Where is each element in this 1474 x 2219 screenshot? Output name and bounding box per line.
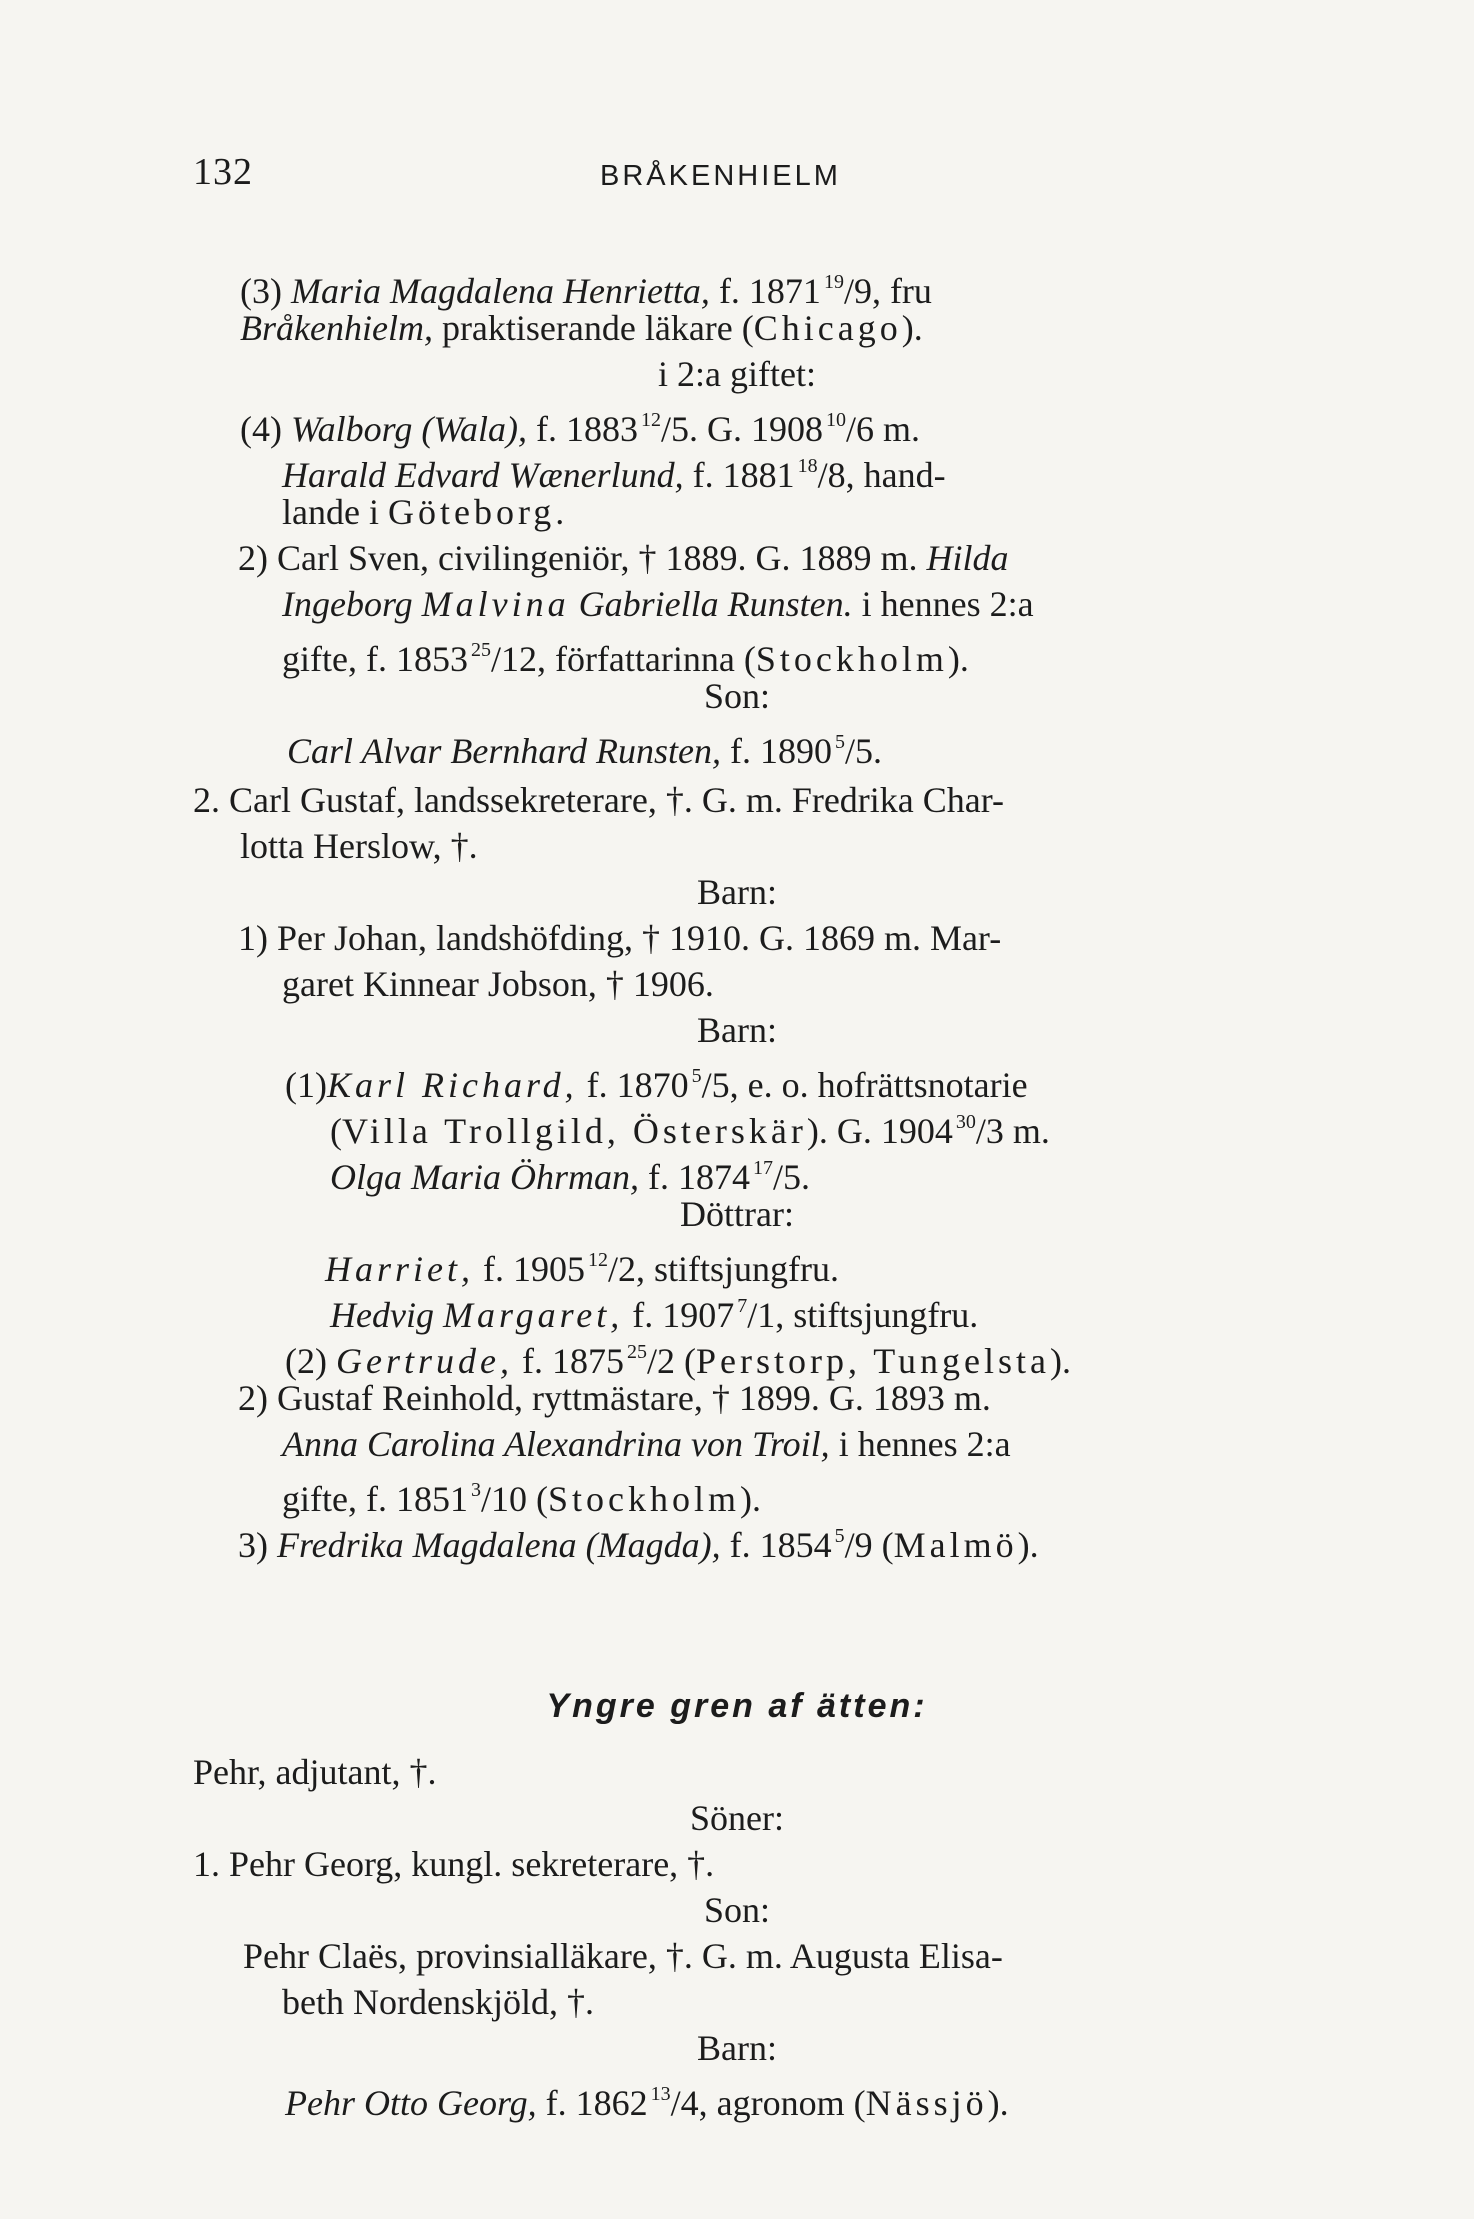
entry-line: 2) Carl Sven, civilingeniör, † 1889. G. 1889 m. Hilda [238,538,1009,578]
entry-line: 3) Fredrika Magdalena (Magda), f. 1854 $^5$/9 (Malmö). [238,1525,1039,1565]
entry-line: (3) Maria Magdalena Henrietta, f. 1871 $^{19}$/9, fru [240,271,932,311]
entry-line: Pehr, adjutant, †. [193,1752,437,1792]
section-label: Barn: [697,872,777,912]
entry-line: lande i Göteborg. [282,492,565,532]
entry-line: lotta Herslow, †. [240,826,478,866]
section-label: i 2:a giftet: [658,354,816,394]
entry-line: beth Nordenskjöld, †. [282,1982,594,2022]
entry-line: Harald Edvard Wænerlund, f. 1881 $^{18}$/8, hand- [282,455,946,495]
section-label: Barn: [697,2028,777,2068]
branch-heading: Yngre gren af ätten: [546,1687,928,1725]
entry-line: 2) Gustaf Reinhold, ryttmästare, † 1899. G. 1893 m. [238,1378,991,1418]
section-label: Son: [703,1890,771,1930]
section-label: Söner: [690,1798,784,1838]
entry-line: Pehr Otto Georg, f. 1862 $^{13}$/4, agronom (Nässjö). [285,2083,1009,2123]
entry-line: gifte, f. 1853 $^{25}$/12, författarinna (Stockholm). [282,639,969,679]
entry-line: 1) Per Johan, landshöfding, † 1910. G. 1869 m. Mar- [238,918,1002,958]
entry-line: Olga Maria Öhrman, f. 1874 $^{17}$/5. [330,1157,811,1197]
running-head: BRÅKENHIELM [600,160,841,192]
entry-line: 1. Pehr Georg, kungl. sekreterare, †. [193,1844,715,1884]
entry-line: (1)Karl Richard, f. 1870 $^5$/5, e. o. hofrättsnotarie [285,1065,1028,1105]
entry-line: (4) Walborg (Wala), f. 1883 $^{12}$/5. G. 1908 $^{10}$/6 m. [240,409,921,449]
entry-line: gifte, f. 1851 $^3$/10 (Stockholm). [282,1479,761,1519]
entry-line: garet Kinnear Jobson, † 1906. [282,964,714,1004]
entry-line: Anna Carolina Alexandrina von Troil, i hennes 2:a [282,1424,1011,1464]
section-label: Son: [703,676,771,716]
entry-line: Bråkenhielm, praktiserande läkare (Chicago). [240,308,923,348]
entry-line: 2. Carl Gustaf, landssekreterare, †. G. m. Fredrika Char- [193,780,1005,820]
section-label: Döttrar: [680,1194,794,1234]
page-number: 132 [193,151,253,193]
entry-line: Ingeborg Malvina Gabriella Runsten. i hennes 2:a [282,584,1034,624]
section-label: Barn: [697,1010,777,1050]
entry-line: (Villa Trollgild, Österskär). G. 1904 $^{30}$/3 m. [330,1111,1050,1151]
entry-line: Harriet, f. 1905 $^{12}$/2, stiftsjungfru. [325,1249,839,1289]
entry-line: Carl Alvar Bernhard Runsten, f. 1890 $^5$/5. [287,731,883,771]
entry-line: Pehr Claës, provinsialläkare, †. G. m. Augusta Elisa- [243,1936,1003,1976]
entry-line: (2) Gertrude, f. 1875 $^{25}$/2 (Perstorp, Tungelsta). [285,1341,1072,1381]
entry-line: Hedvig Margaret, f. 1907 $^7$/1, stiftsjungfru. [330,1295,979,1335]
